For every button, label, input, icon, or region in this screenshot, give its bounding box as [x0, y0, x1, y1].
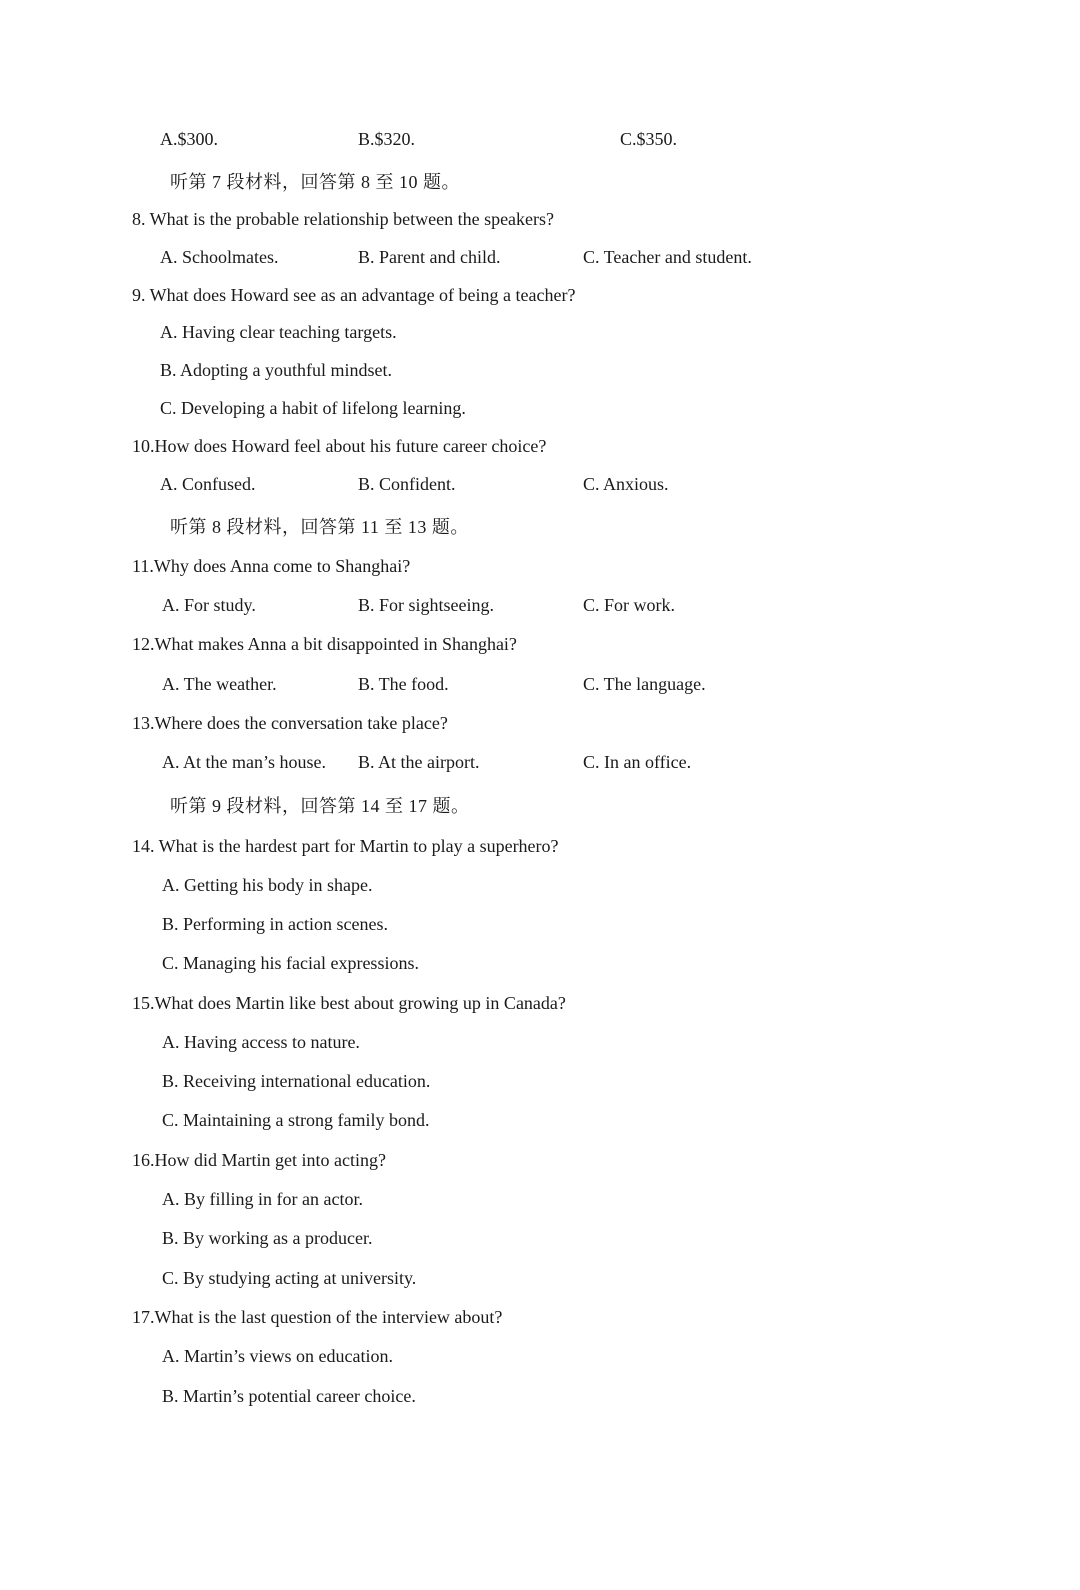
q14-option-b: B. Performing in action scenes.: [162, 914, 388, 934]
q15-option-b: B. Receiving international education.: [162, 1071, 431, 1091]
q12-option-c: C. The language.: [583, 674, 706, 694]
q8-option-a: A. Schoolmates.: [160, 247, 279, 267]
q14-option-a: A. Getting his body in shape.: [162, 875, 373, 895]
q13-option-b: B. At the airport.: [358, 752, 480, 772]
q9-option-c: C. Developing a habit of lifelong learning.: [160, 398, 466, 418]
q12-option-a: A. The weather.: [162, 674, 277, 694]
q11-option-a: A. For study.: [162, 595, 256, 615]
q11-option-c: C. For work.: [583, 595, 676, 615]
question-17-stem: 17.What is the last question of the interview about?: [132, 1307, 503, 1327]
question-9-stem: 9. What does Howard see as an advantage of being a teacher?: [132, 285, 576, 305]
question-13-stem: 13.Where does the conversation take place?: [132, 713, 448, 733]
q14-option-c: C. Managing his facial expressions.: [162, 953, 419, 973]
q7-option-b: B.$320.: [358, 129, 416, 149]
q17-option-b: B. Martin’s potential career choice.: [162, 1386, 416, 1406]
q8-option-b: B. Parent and child.: [358, 247, 501, 267]
q16-option-b: B. By working as a producer.: [162, 1228, 373, 1248]
q7-option-c: C.$350.: [620, 129, 678, 149]
question-8-stem: 8. What is the probable relationship between the speakers?: [132, 209, 555, 229]
q10-option-a: A. Confused.: [160, 474, 256, 494]
question-16-stem: 16.How did Martin get into acting?: [132, 1150, 386, 1170]
q17-option-a: A. Martin’s views on education.: [162, 1346, 393, 1366]
question-15-stem: 15.What does Martin like best about growing up in Canada?: [132, 993, 566, 1013]
q13-option-a: A. At the man’s house.: [162, 752, 326, 772]
section-header-7: 听第 7 段材料，回答第 8 至 10 题。: [170, 172, 460, 192]
question-12-stem: 12.What makes Anna a bit disappointed in Shanghai?: [132, 634, 517, 654]
q9-option-a: A. Having clear teaching targets.: [160, 322, 397, 342]
q15-option-c: C. Maintaining a strong family bond.: [162, 1110, 430, 1130]
q10-option-b: B. Confident.: [358, 474, 456, 494]
q16-option-c: C. By studying acting at university.: [162, 1268, 417, 1288]
q9-option-b: B. Adopting a youthful mindset.: [160, 360, 392, 380]
question-10-stem: 10.How does Howard feel about his future career choice?: [132, 436, 547, 456]
q11-option-b: B. For sightseeing.: [358, 595, 495, 615]
q8-option-c: C. Teacher and student.: [583, 247, 752, 267]
q12-option-b: B. The food.: [358, 674, 449, 694]
q15-option-a: A. Having access to nature.: [162, 1032, 360, 1052]
q13-option-c: C. In an office.: [583, 752, 692, 772]
q16-option-a: A. By filling in for an actor.: [162, 1189, 363, 1209]
question-14-stem: 14. What is the hardest part for Martin to play a superhero?: [132, 836, 559, 856]
section-header-8: 听第 8 段材料，回答第 11 至 13 题。: [170, 517, 469, 537]
q10-option-c: C. Anxious.: [583, 474, 669, 494]
q7-option-a: A.$300.: [160, 129, 218, 149]
question-11-stem: 11.Why does Anna come to Shanghai?: [132, 556, 411, 576]
section-header-9: 听第 9 段材料，回答第 14 至 17 题。: [170, 796, 470, 816]
